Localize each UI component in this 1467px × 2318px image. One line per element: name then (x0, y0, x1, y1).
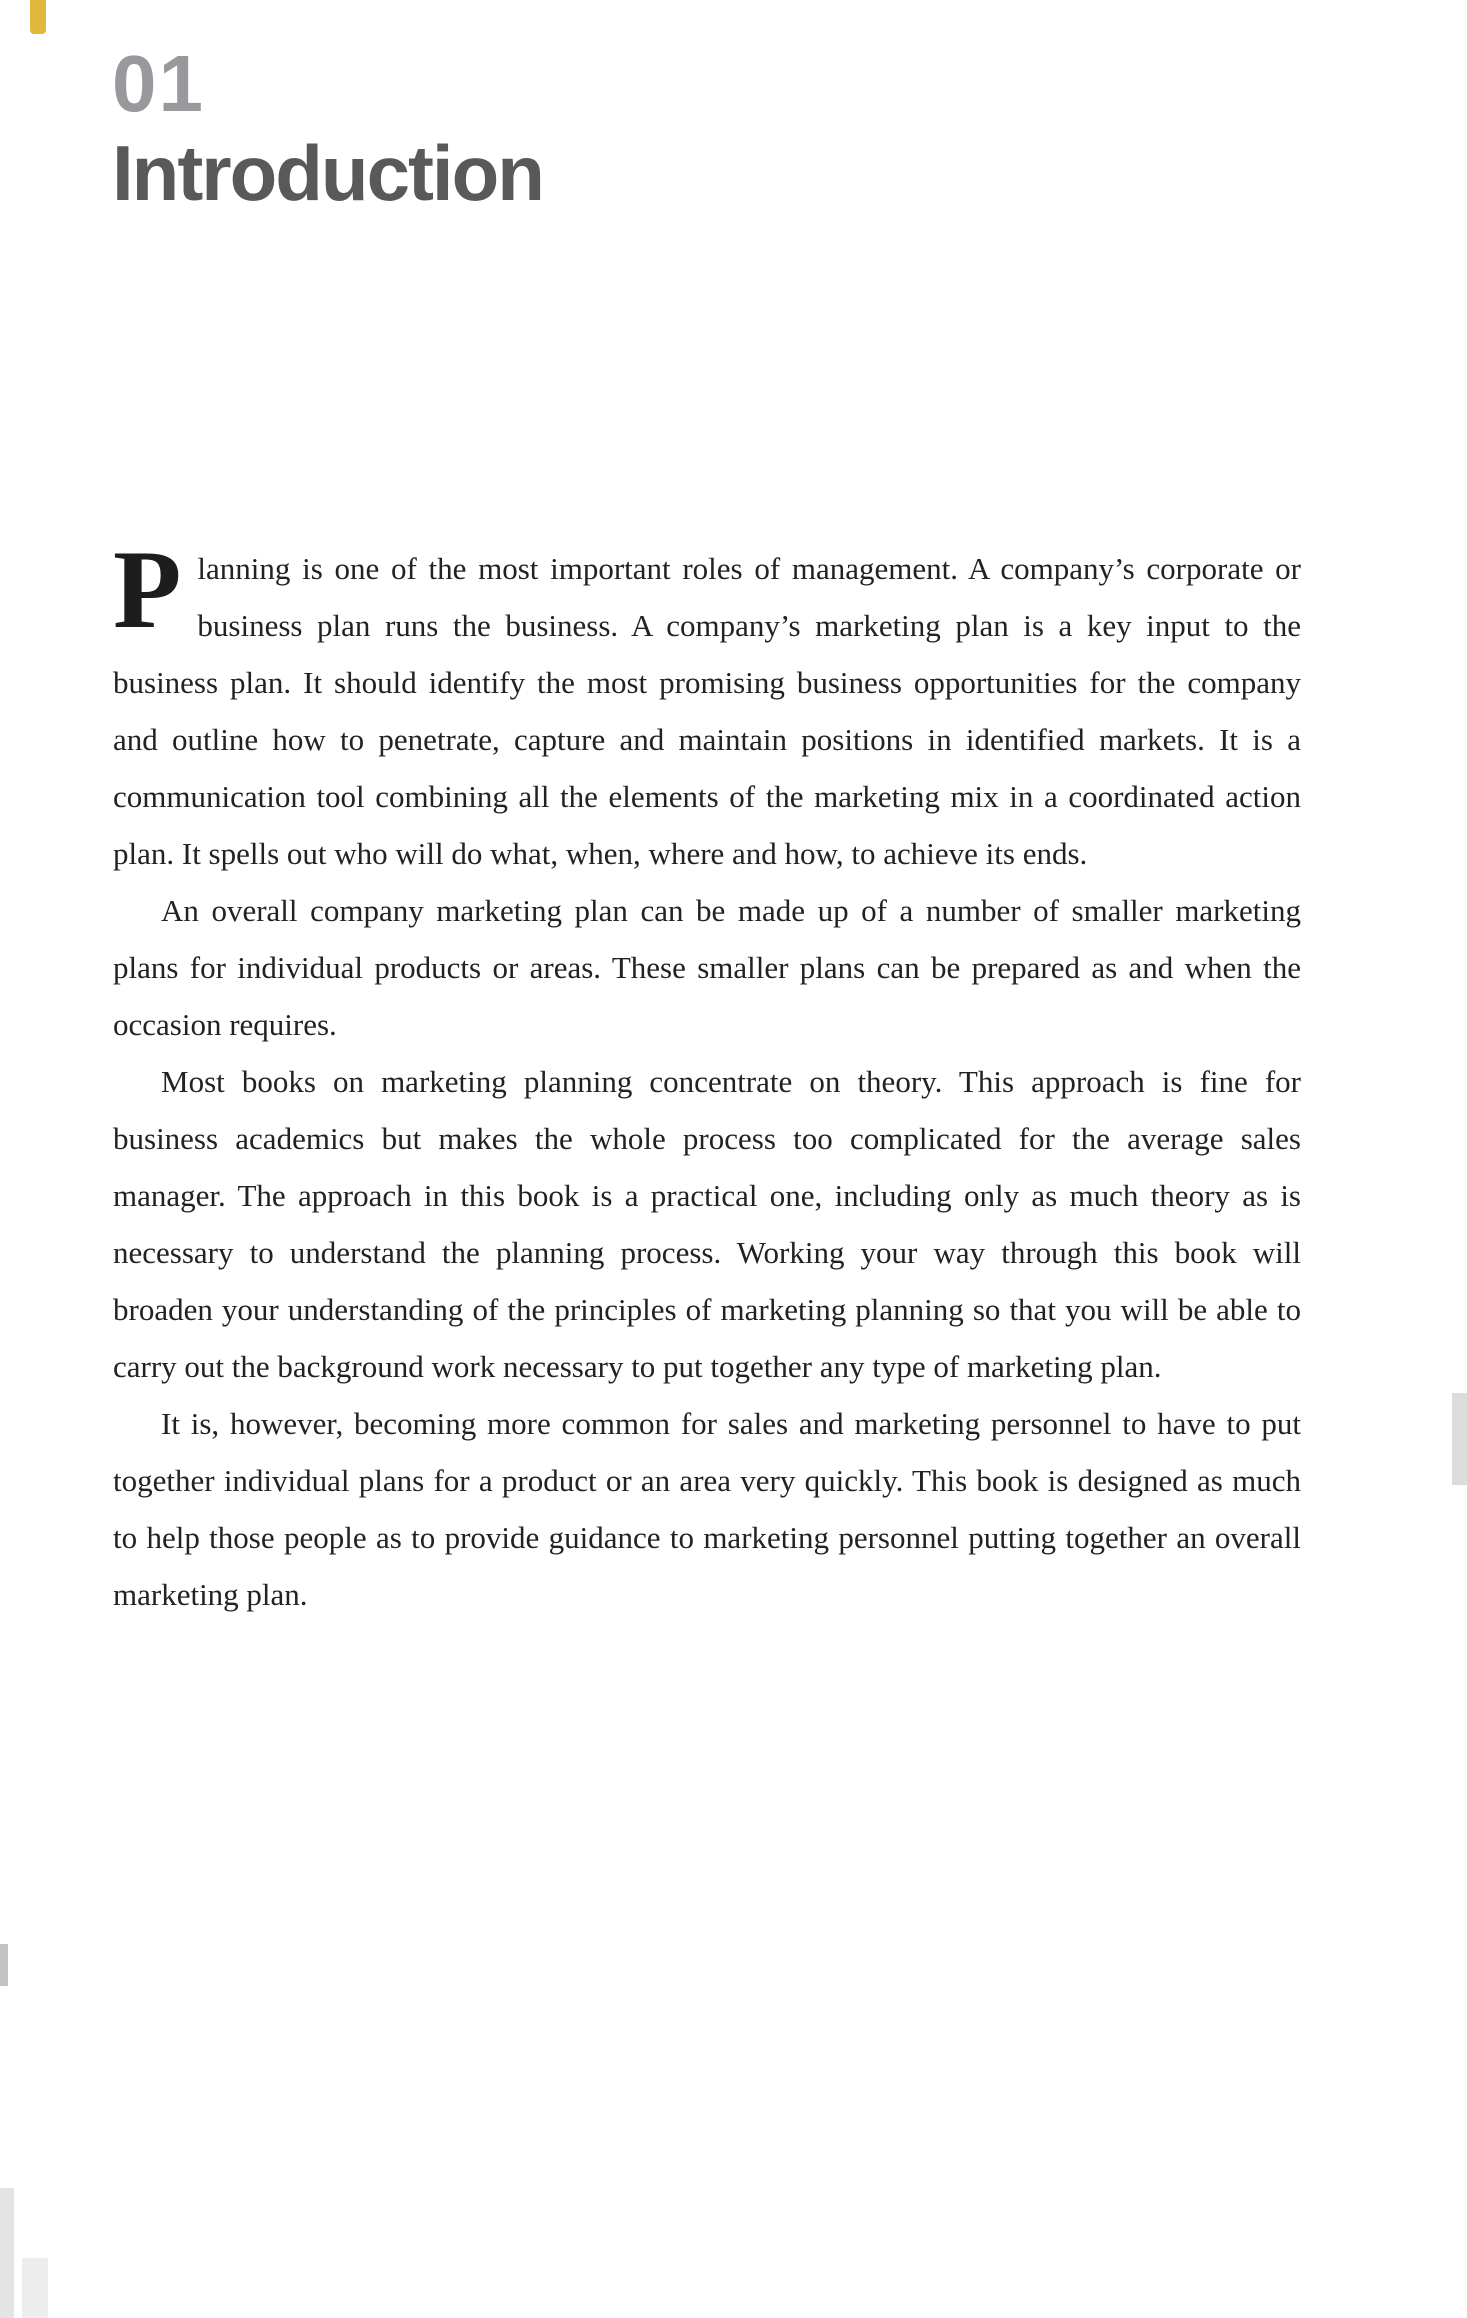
paragraph: An overall company marketing plan can be made up of a number of smaller marketing plans for individual products or areas. These smaller plans can be prepared as and when the occasion requires. (113, 893, 1301, 1042)
scan-artifact-left (0, 1944, 8, 1986)
scan-artifact-bottom-left (0, 2188, 14, 2318)
scan-artifact-yellow (30, 0, 46, 34)
paragraph: It is, however, becoming more common for sales and marketing personnel to have to put together individual plans for a product or an area very quickly. This book is designed as much to help those people as to provide guidance to marketing personnel putting together an overall marketing plan. (113, 1406, 1301, 1612)
chapter-heading (112, 39, 1312, 217)
chapter-number: 01 (112, 39, 205, 128)
chapter-title: Introduction (112, 129, 543, 217)
drop-cap: P (113, 528, 182, 652)
paragraph-text: lanning is one of the most important roles of management. A company’s corporate or business plan runs the business. A company’s marketing plan is a key input to the business plan. It should identify the most promising business opportunities for the company and outline how to penetrate, capture and maintain positions in identified markets. It is a communication tool combining all the elements of the marketing mix in a coordinated action plan. It spells out who will do what, when, where and how, to achieve its ends. (113, 551, 1301, 871)
scan-artifact-bottom-left-2 (22, 2258, 48, 2318)
paragraph (113, 528, 1301, 882)
body-text (113, 528, 1301, 1623)
scan-artifact-right (1452, 1393, 1467, 1485)
paragraph: Most books on marketing planning concentrate on theory. This approach is fine for business academics but makes the whole process too complicated for the average sales manager. The approach in this book is a practical one, including only as much theory as is necessary to understand the planning process. Working your way through this book will broaden your understanding of the principles of marketing planning so that you will be able to carry out the background work necessary to put together any type of marketing plan. (113, 1064, 1301, 1384)
